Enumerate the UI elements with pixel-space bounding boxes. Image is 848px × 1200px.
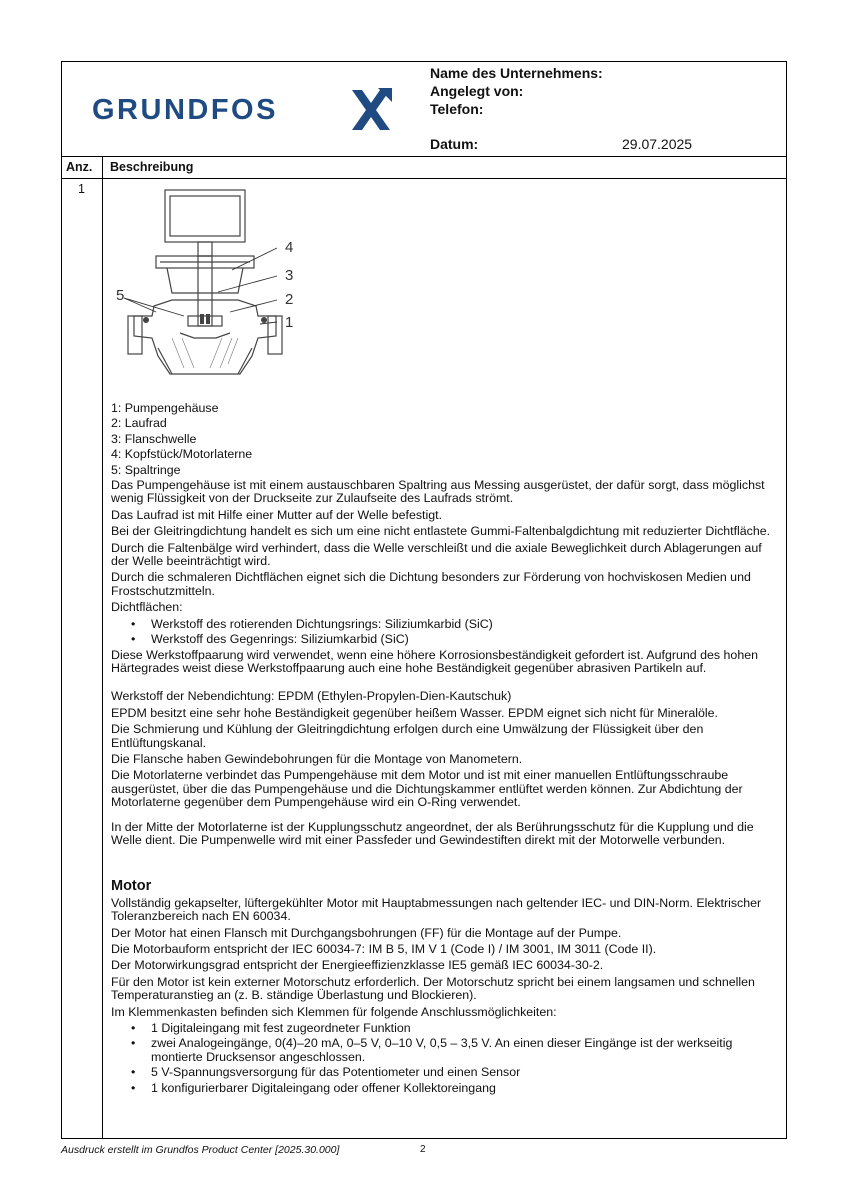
part-4: 4: Kopfstück/Motorlaterne [111,447,253,462]
part-2: 2: Laufrad [111,416,167,431]
pump-paragraph: Durch die schmaleren Dichtflächen eignet sich die Dichtung besonders zur Förderung von hochviskosen Medien und Frostschutzmitteln. [111,570,751,598]
list-item: • Werkstoff des rotierenden Dichtungsrings: Siliziumkarbid (SiC) [131,618,779,631]
page-number: 2 [420,1144,426,1155]
coupling-paragraph: In der Mitte der Motorlaterne ist der Kupplungsschutz angeordnet, der als Berührungsschutz für die Kupplung und die Welle dient. Die Pumpenwelle wird mit einer Passfeder und Gewindestiften direkt mit der Motorwelle verbunden. [111,819,754,847]
callout-5: 5 [116,287,125,304]
part-1: 1: Pumpengehäuse [111,401,219,415]
description-content [111,402,779,1097]
secondary-paragraph: Die Schmierung und Kühlung der Gleitringdichtung erfolgen durch eine Umwälzung der Flüssigkeit über den Entlüftungskanal. [111,722,704,750]
date-label: Datum: [430,136,479,152]
pump-paragraph: Das Pumpengehäuse ist mit einem austauschbaren Spaltring aus Messing ausgerüstet, der dafür sorgt, dass möglichst wenig Flüssigkeit von der Druckseite zur Zulaufseite des Laufrads strömt. [111,478,765,506]
created-by-label: Angelegt von: [430,83,524,99]
motor-paragraph: Die Motorbauform entspricht der IEC 60034-7: IM B 5, IM V 1 (Code I) / IM 3001, IM 3011 (Code II). [111,942,657,956]
secondary-paragraph: Die Motorlaterne verbindet das Pumpengehäuse mit dem Motor und ist mit einer manuellen Entlüftungsschraube ausgerüstet, über die das Pumpengehäuse und die Dichtungskammer entlüftet werden können. Zur Abdichtung der Motorlaterne gegenüber dem Pumpengehäuse wird ein O-Ring verwendet. [111,768,743,810]
secondary-paragraph: Werkstoff der Nebendichtung: EPDM (Ethylen-Propylen-Dien-Kautschuk) [111,689,512,704]
callout-2: 2 [285,291,294,308]
grundfos-x-icon [348,86,394,132]
list-item: • Werkstoff des Gegenrings: Siliziumkarbid (SiC) [131,633,779,646]
table-header-divider [61,178,787,179]
motor-heading: Motor [111,878,152,895]
column-divider [102,157,103,178]
list-item: • 5 V-Spannungsversorgung für das Potentiometer und einen Sensor [131,1066,779,1079]
secondary-paragraph: EPDM besitzt eine sehr hohe Beständigkeit gegenüber heißem Wasser. EPDM eignet sich nicht für Mineralöle. [111,705,718,720]
pump-cross-section-drawing [112,188,312,388]
col-header-description: Beschreibung [110,160,194,174]
company-name-label: Name des Unternehmens: [430,65,603,81]
column-divider-body [102,178,103,1138]
date-value: 29.07.2025 [622,136,693,152]
terminal-list [111,1022,779,1095]
seal-note: Diese Werkstoffpaarung wird verwendet, wenn eine höhere Korrosionsbeständigkeit gefordert ist. Aufgrund des hohen Härtegrades weist diese Werkstoffpaarung auch eine hohe Beständigkeit gegenüber abrasiven Partikeln auf. [111,647,758,675]
header-divider [61,156,787,157]
part-5: 5: Spaltringe [111,462,181,477]
pump-paragraph: Durch die Faltenbälge wird verhindert, dass die Welle verschleißt und die axiale Beweglichkeit durch Ablagerungen auf der Welle beeinträchtigt wird. [111,540,762,569]
part-3: 3: Flanschwelle [111,431,197,446]
list-item: • zwei Analogeingänge, 0(4)–20 mA, 0–5 V, 0–10 V, 0,5 – 3,5 V. An einen dieser Eingänge ist der werkseitig montierte Drucksensor angeschlossen. [131,1037,779,1064]
seal-faces-label: Dichtflächen: [111,600,183,615]
callout-1: 1 [285,314,294,331]
qty-value: 1 [78,182,85,196]
motor-paragraph: Der Motor hat einen Flansch mit Durchgangsbohrungen (FF) für die Montage auf der Pumpe. [111,925,622,940]
callout-3: 3 [285,267,294,284]
logo-wordmark: GRUNDFOS [92,94,278,126]
motor-paragraph: Im Klemmenkasten befinden sich Klemmen für folgende Anschlussmöglichkeiten: [111,1004,557,1019]
col-header-qty: Anz. [66,160,93,174]
footer-text: Ausdruck erstellt im Grundfos Product Center [2025.30.000] [61,1144,340,1156]
motor-paragraph: Vollständig gekapselter, lüftergekühlter Motor mit Hauptabmessungen nach geltender IEC- und DIN-Norm. Elektrischer Toleranzbereich nach EN 60034. [111,895,762,924]
phone-label: Telefon: [430,101,484,117]
motor-paragraph: Für den Motor ist kein externer Motorschutz erforderlich. Der Motorschutz spricht bei einem langsamen und schnellen Temperaturanstieg an (z. B. ständige Überlastung und Blockieren). [111,974,755,1003]
motor-paragraph: Der Motorwirkungsgrad entspricht der Energieeffizienzklasse IE5 gemäß IEC 60034-30-2. [111,958,604,973]
pump-paragraph: Das Laufrad ist mit Hilfe einer Mutter auf der Welle befestigt. [111,507,443,522]
grundfos-logo [92,86,402,134]
pump-paragraph: Bei der Gleitringdichtung handelt es sich um eine nicht entlastete Gummi-Faltenbalgdichtung mit reduzierter Dichtfläche. [111,524,771,539]
list-item: • 1 Digitaleingang mit fest zugeordneter Funktion [131,1022,779,1035]
secondary-paragraph: Die Flansche haben Gewindebohrungen für die Montage von Manometern. [111,751,523,766]
seal-material-list [111,618,779,647]
list-item: • 1 konfigurierbarer Digitaleingang oder offener Kollektoreingang [131,1082,779,1095]
callout-4: 4 [285,239,294,256]
